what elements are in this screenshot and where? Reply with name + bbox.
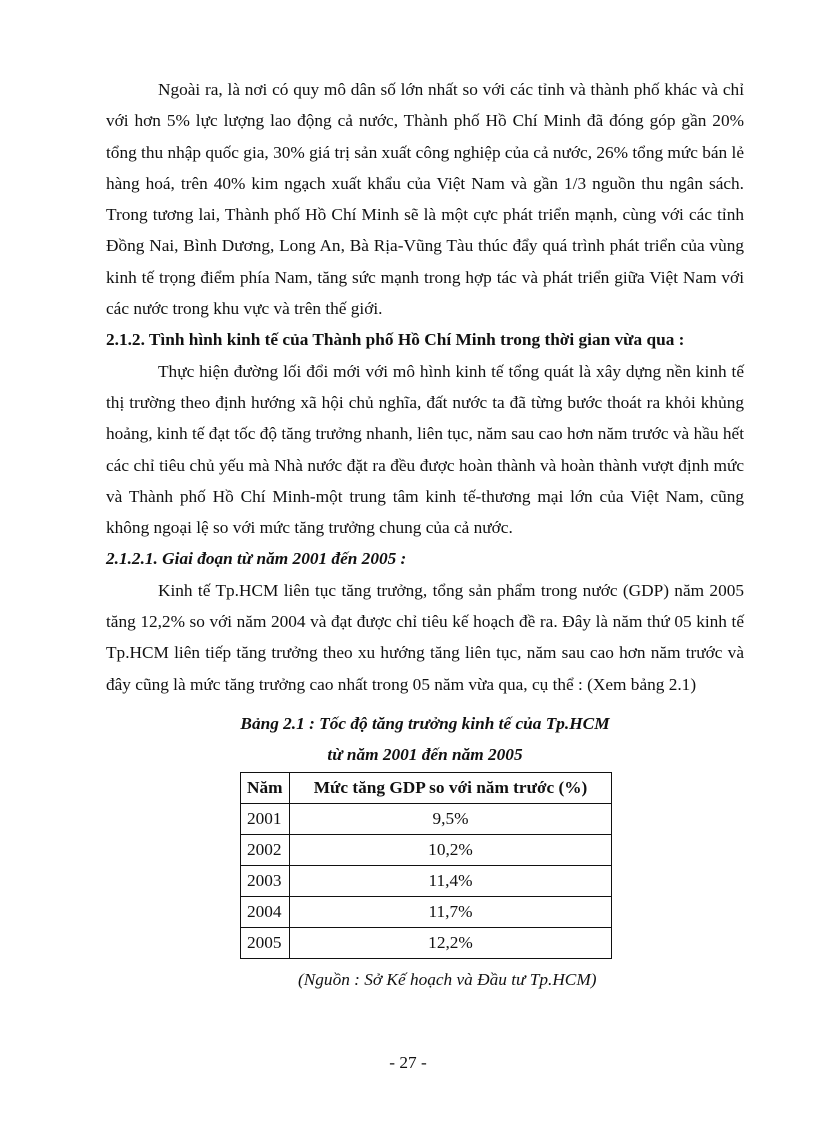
paragraph-economic-reform: Thực hiện đường lối đổi mới với mô hình kinh tế tổng quát là xây dựng nền kinh tế thị trường theo định hướng xã hội chủ nghĩa, đất nước ta đã từng bước thoát ra khỏi khủng hoảng, kinh tế đạt tốc độ tăng trưởng nhanh, liên tục, năm sau cao hơn năm trước và hầu hết các chỉ tiêu chủ yếu mà Nhà nước đặt ra đều được hoàn thành và hoàn thành vượt định mức và Thành phố Hồ Chí Minh-một trung tâm kinh tế-thương mại lớn của Việt Nam, cũng không ngoại lệ so với mức tăng trưởng chung của cả nước.: [106, 361, 744, 538]
table-source-note: (Nguồn : Sở Kế hoạch và Đầu tư Tp.HCM): [298, 970, 597, 989]
page-number: - 27 -: [389, 1053, 427, 1072]
cell-year: 2002: [241, 835, 290, 866]
paragraph-gdp-growth: Kinh tế Tp.HCM liên tục tăng trưởng, tổng sản phẩm trong nước (GDP) năm 2005 tăng 12,2% so với năm 2004 và đạt được chỉ tiêu kế hoạch đề ra. Đây là năm thứ 05 kinh tế Tp.HCM liên tiếp tăng trưởng theo xu hướng tăng liên tục, năm sau cao hơn năm trước và đây cũng là mức tăng trưởng cao nhất trong 05 năm vừa qua, cụ thể : (Xem bảng 2.1): [106, 580, 744, 694]
table-caption-subtitle: từ năm 2001 đến năm 2005: [327, 745, 523, 765]
cell-gdp-growth: 12,2%: [290, 928, 612, 959]
heading-2-1-2: 2.1.2. Tình hình kinh tế của Thành phố Hồ Chí Minh trong thời gian vừa qua :: [106, 330, 685, 350]
gdp-growth-table: [240, 772, 612, 959]
cell-gdp-growth: 11,4%: [290, 866, 612, 897]
heading-2-1-2-1: 2.1.2.1. Giai đoạn từ năm 2001 đến 2005 :: [106, 549, 407, 569]
cell-gdp-growth: 9,5%: [290, 804, 612, 835]
table-row: [241, 897, 612, 928]
cell-year: 2004: [241, 897, 290, 928]
document-body: [106, 74, 744, 771]
cell-gdp-growth: 10,2%: [290, 835, 612, 866]
cell-year: 2005: [241, 928, 290, 959]
table-row: [241, 928, 612, 959]
cell-year: 2001: [241, 804, 290, 835]
cell-gdp-growth: 11,7%: [290, 897, 612, 928]
paragraph-contributions: Ngoài ra, là nơi có quy mô dân số lớn nhất so với các tỉnh và thành phố khác và chỉ với hơn 5% lực lượng lao động cả nước, Thành phố Hồ Chí Minh đã đóng góp gần 20% tổng thu nhập quốc gia, 30% giá trị sản xuất công nghiệp của cả nước, 26% tổng mức bán lẻ hàng hoá, trên 40% kim ngạch xuất khẩu của Việt Nam và gần 1/3 nguồn thu ngân sách. Trong tương lai, Thành phố Hồ Chí Minh sẽ là một cực phát triển mạnh, cùng với các tỉnh Đồng Nai, Bình Dương, Long An, Bà Rịa-Vũng Tàu thúc đẩy quá trình phát triển của vùng kinh tế trọng điểm phía Nam, tăng sức mạnh trong hợp tác và phát triển giữa Việt Nam với các nước trong khu vực và trên thế giới.: [106, 80, 744, 319]
table-row: [241, 835, 612, 866]
column-header-year: Năm: [241, 773, 290, 804]
table-header-row: [241, 773, 612, 804]
cell-year: 2003: [241, 866, 290, 897]
column-header-gdp-growth: Mức tăng GDP so với năm trước (%): [290, 773, 612, 804]
table-caption-title: Bảng 2.1 : Tốc độ tăng trưởng kinh tế của Tp.HCM: [240, 713, 610, 733]
table-row: [241, 866, 612, 897]
table-row: [241, 804, 612, 835]
